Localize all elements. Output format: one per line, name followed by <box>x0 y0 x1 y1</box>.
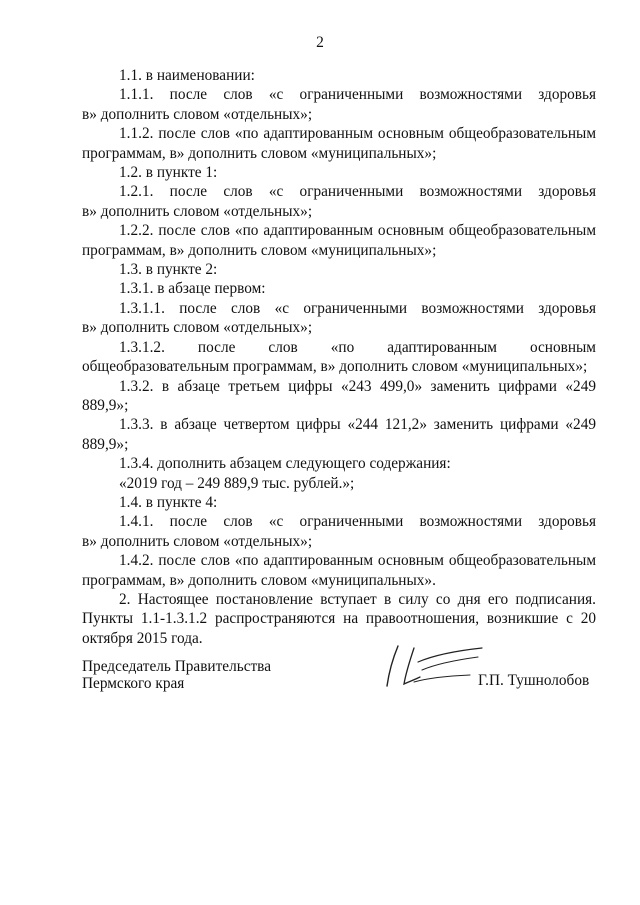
handwritten-signature <box>384 642 488 692</box>
paragraph: 1.3.2. в абзаце третьем цифры «243 499,0» заменить цифрами «249 889,9»; <box>82 377 596 414</box>
paragraph: 1.2.2. после слов «по адаптированным основным общеобразовательным программам, в» дополнить словом «муниципальных»; <box>82 222 596 259</box>
paragraph: 1.1.2. после слов «по адаптированным основным общеобразовательным программам, в» дополнить словом «муниципальных»; <box>82 125 596 162</box>
page-number: 2 <box>316 34 324 51</box>
paragraph: 1.3.3. в абзаце четвертом цифры «244 121,2» заменить цифрами «249 889,9»; <box>82 416 596 453</box>
paragraph: 1.2. в пункте 1: <box>119 164 218 182</box>
paragraph: 1.4.2. после слов «по адаптированным основным общеобразовательным программам, в» дополнить словом «муниципальных». <box>82 552 596 589</box>
paragraph: 1.3.1. в абзаце первом: <box>119 280 266 298</box>
paragraph: 1.1. в наименовании: <box>119 67 255 84</box>
paragraph: в» дополнить словом «отдельных»; <box>82 319 313 337</box>
signatory-position-line-1: Председатель Правительства <box>82 658 271 675</box>
signatory-name: Г.П. Тушнолобов <box>478 672 590 689</box>
paragraph: 1.3.1.2. после слов «по адаптированным основным общеобразовательным программам, в» дополнить словом «муниципальных»; <box>82 338 596 376</box>
paragraph: 1.4.1. после слов «с ограниченными возможностями здоровья <box>119 513 596 531</box>
paragraph: в» дополнить словом «отдельных»; <box>82 202 313 220</box>
paragraph: 1.3.4. дополнить абзацем следующего содержания: <box>119 455 451 473</box>
signatory-position <box>82 658 271 692</box>
paragraph: 2. Настоящее постановление вступает в силу со дня его подписания. Пункты 1.1-1.3.1.2 распространяются на правоотношения, возникшие с 20 октября 2015 года. <box>82 590 596 647</box>
paragraph: «2019 год – 249 889,9 тыс. рублей.»; <box>119 474 355 492</box>
paragraph: 1.2.1. после слов «с ограниченными возможностями здоровья <box>119 183 596 201</box>
signatory-position-line-2: Пермского края <box>82 675 185 692</box>
paragraph: 1.3.1.1. после слов «с ограниченными возможностями здоровья <box>119 299 596 317</box>
paragraph: в» дополнить словом «отдельных»; <box>82 105 313 123</box>
paragraph: 1.1.1. после слов «с ограниченными возможностями здоровья <box>119 86 596 104</box>
paragraph: в» дополнить словом «отдельных»; <box>82 532 313 550</box>
document-body <box>82 66 596 648</box>
paragraph: 1.3. в пункте 2: <box>119 261 218 279</box>
paragraph: 1.4. в пункте 4: <box>119 493 218 511</box>
